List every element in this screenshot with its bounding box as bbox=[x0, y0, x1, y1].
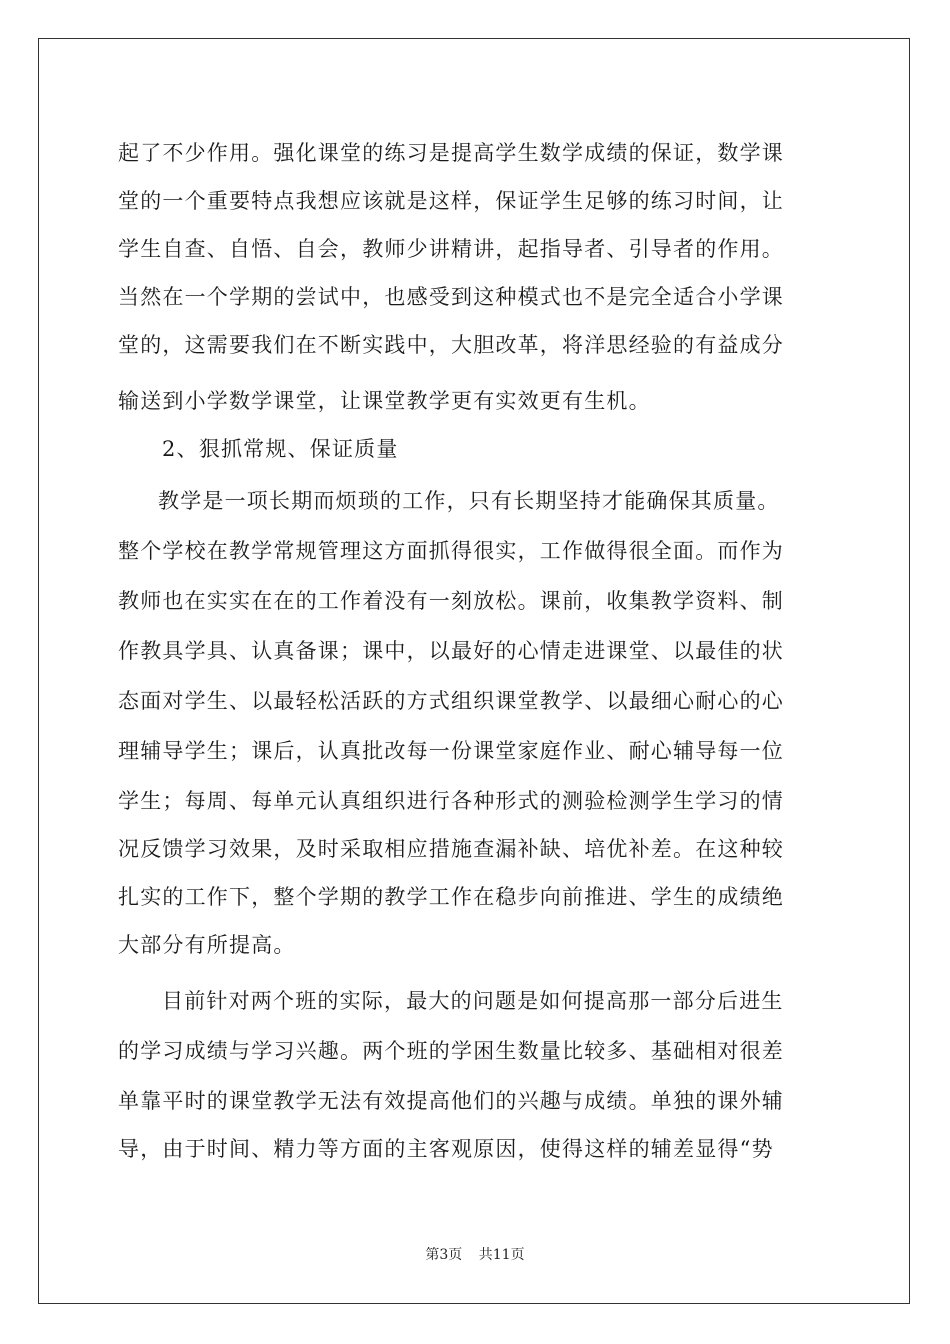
text-line: 目前针对两个班的实际，最大的问题是如何提高那一部分后进生 bbox=[162, 989, 784, 1013]
text-line: 堂的，这需要我们在不断实践中，大胆改革，将洋思经验的有益成分 bbox=[118, 333, 784, 357]
total-pages: 共11页 bbox=[478, 1247, 525, 1263]
text-line: 当然在一个学期的尝试中，也感受到这种模式也不是完全适合小学课 bbox=[118, 285, 784, 309]
text-line: 扎实的工作下，整个学期的教学工作在稳步向前推进、学生的成绩绝 bbox=[118, 885, 784, 909]
text-line: 况反馈学习效果，及时采取相应措施查漏补缺、培优补差。在这种较 bbox=[118, 837, 784, 861]
text-line: 作教具学具、认真备课；课中，以最好的心情走进课堂、以最佳的状 bbox=[118, 639, 784, 663]
text-line: 教师也在实实在在的工作着没有一刻放松。课前，收集教学资料、制 bbox=[118, 589, 784, 613]
text-line: 学生；每周、每单元认真组织进行各种形式的测验检测学生学习的情 bbox=[118, 789, 784, 813]
text-line: 整个学校在教学常规管理这方面抓得很实，工作做得很全面。而作为 bbox=[118, 539, 784, 563]
text-line: 导，由于时间、精力等方面的主客观原因，使得这样的辅差显得“势 bbox=[118, 1137, 774, 1161]
text-line: 的学习成绩与学习兴趣。两个班的学困生数量比较多、基础相对很差 bbox=[118, 1039, 784, 1063]
text-line: 理辅导学生；课后，认真批改每一份课堂家庭作业、耐心辅导每一位 bbox=[118, 739, 784, 763]
page-number: 第3页 bbox=[425, 1247, 463, 1263]
text-line: 大部分有所提高。 bbox=[118, 933, 296, 957]
text-line: 态面对学生、以最轻松活跃的方式组织课堂教学、以最细心耐心的心 bbox=[118, 689, 784, 713]
text-line: 学生自查、自悟、自会，教师少讲精讲，起指导者、引导者的作用。 bbox=[118, 237, 784, 261]
text-line: 堂的一个重要特点我想应该就是这样，保证学生足够的练习时间，让 bbox=[118, 189, 784, 213]
text-line: 起了不少作用。强化课堂的练习是提高学生数学成绩的保证，数学课 bbox=[118, 141, 784, 165]
text-line: 输送到小学数学课堂，让课堂教学更有实效更有生机。 bbox=[118, 389, 651, 413]
page-footer bbox=[0, 1244, 950, 1264]
text-line: 教学是一项长期而烦琐的工作，只有长期坚持才能确保其质量。 bbox=[158, 489, 780, 513]
section-heading: 2、狠抓常规、保证质量 bbox=[162, 437, 399, 461]
text-line: 单靠平时的课堂教学无法有效提高他们的兴趣与成绩。单独的课外辅 bbox=[118, 1089, 784, 1113]
